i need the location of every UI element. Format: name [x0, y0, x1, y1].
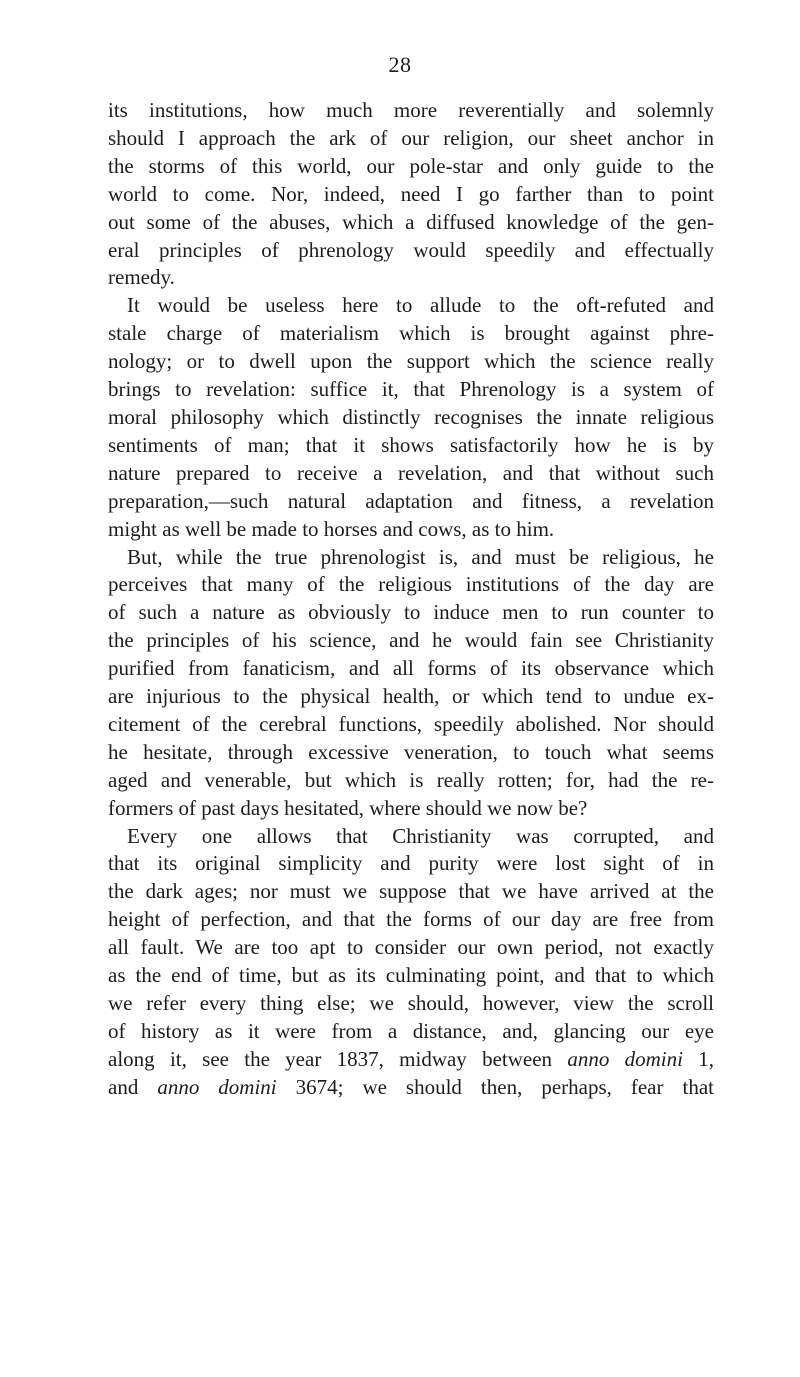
- text-line: of history as it were from a distance, and, glancing our eye: [108, 1018, 714, 1043]
- text-line: brings to revelation: suffice it, that Phrenology is a system of: [108, 377, 714, 402]
- text-line: [108, 1074, 714, 1102]
- page-number: 28: [388, 52, 412, 77]
- text-line: all fault. We are too apt to consider our own period, not exactly: [108, 935, 714, 960]
- text-line: nature prepared to receive a revelation, and that without such: [108, 460, 714, 485]
- text-line: as the end of time, but as its culminating point, and that to which: [108, 963, 714, 988]
- text-line: formers of past days hesitated, where should we now be?: [108, 795, 588, 820]
- text-line: purified from fanaticism, and all forms of its observance which: [108, 656, 714, 681]
- text-line: the dark ages; nor must we suppose that we have arrived at the: [108, 879, 714, 904]
- text-line: aged and venerable, but which is really rotten; for, had the re-: [108, 767, 714, 792]
- text-line: we refer every thing else; we should, however, view the scroll: [108, 991, 714, 1015]
- text-line: sentiments of man; that it shows satisfactorily how he is by: [108, 432, 714, 457]
- text-line: moral philosophy which distinctly recognises the innate religious: [108, 404, 714, 429]
- text-line: he hesitate, through excessive veneration, to touch what seems: [108, 739, 714, 764]
- text-line: eral principles of phrenology would speedily and effectually: [108, 237, 714, 262]
- text-line: citement of the cerebral functions, speedily abolished. Nor should: [108, 711, 714, 736]
- text-line: might as well be made to horses and cows, as to him.: [108, 516, 555, 541]
- text-line: Every one allows that Christianity was corrupted, and: [127, 823, 714, 848]
- text-line: the principles of his science, and he would fain see Christianity: [108, 628, 714, 653]
- text-line: should I approach the ark of our religion, our sheet anchor in: [108, 125, 714, 150]
- italic-phrase: anno domini: [157, 1074, 277, 1099]
- text-line: height of perfection, and that the forms of our day are free from: [108, 907, 714, 932]
- text-line: out some of the abuses, which a diffused knowledge of the gen-: [108, 209, 714, 234]
- text-line: But, while the true phrenologist is, and must be religious, he: [127, 544, 714, 569]
- text-segment: 3674; we should then, perhaps, fear that: [276, 1074, 714, 1099]
- text-line: world to come. Nor, indeed, need I go farther than to point: [108, 181, 714, 206]
- italic-phrase: anno domini: [567, 1046, 683, 1071]
- text-line: [108, 1046, 714, 1074]
- text-line: that its original simplicity and purity were lost sight of in: [108, 851, 714, 876]
- text-line: stale charge of materialism which is brought against phre-: [108, 321, 714, 346]
- text-line: the storms of this world, our pole-star and only guide to the: [108, 153, 714, 178]
- text-segment: and: [108, 1074, 158, 1099]
- text-line: nology; or to dwell upon the support which the science really: [108, 349, 714, 374]
- text-line: its institutions, how much more reverentially and solemnly: [108, 98, 714, 122]
- text-line: are injurious to the physical health, or which tend to undue ex-: [108, 684, 714, 709]
- text-line: It would be useless here to allude to the oft-refuted and: [127, 293, 714, 318]
- text-segment: 1,: [682, 1046, 715, 1071]
- body-text: [108, 97, 714, 1102]
- text-line: preparation,—such natural adaptation and fitness, a revelation: [108, 488, 714, 513]
- text-line: of such a nature as obviously to induce men to run counter to: [108, 600, 714, 625]
- text-line: perceives that many of the religious institutions of the day are: [108, 572, 714, 597]
- text-line: remedy.: [108, 265, 175, 290]
- text-segment: along it, see the year 1837, midway between: [108, 1046, 568, 1071]
